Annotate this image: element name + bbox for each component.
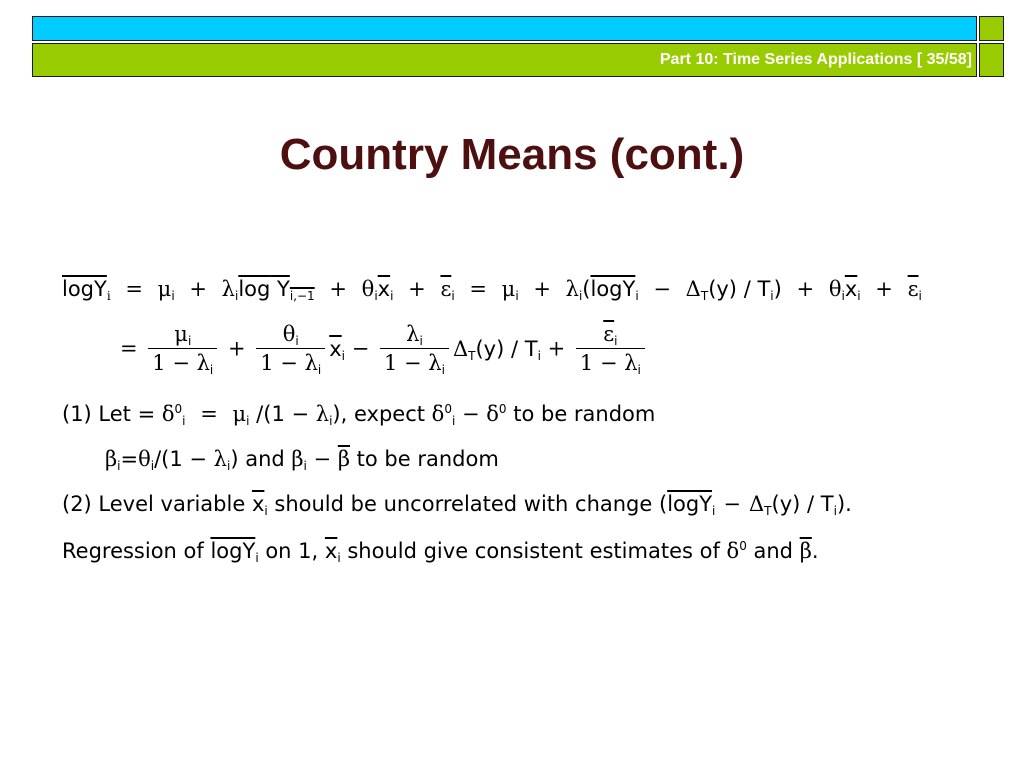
point-1-line: (1) Let = $\delta^0_i = \mu_i$ $/(1 - \lambda_i)$, expect $\delta^0_i - \delta^0$ to be random [62,402,656,428]
slide-title: Country Means (cont.) [279,130,745,179]
fraction-mu: $\frac{\mu_i}{1 - \lambda_i}$ [148,320,217,377]
equation-line-2: = $\frac{\mu_i}{1 - \lambda_i}$ + $\frac{\theta_i}{1 - \lambda_i}$ $\overline{x}_i$ − $\frac{\lambda_i}{1 - \lambda_i}$ $\Delta_T(y) / T_i$ + $\frac{\overline{\varepsilon}_i}{1 - \lambda_i}$ [120,320,649,377]
beta-line: $\beta_i=\theta_i/(1 - \lambda_i)$ and $\beta_i - \overline{\beta}$ to be random [105,447,499,473]
point-2-line: (2) Level variable $\overline{x}_i$ should be uncorrelated with change $(\log Y_i - \Delta_T(y) / T_i)$. [62,492,852,518]
equation-line-1: $\log Y_i = \mu_i + \lambda_i\log$ $Y_{i,-1} + \theta_i\overline{x}_i + \overline{\varepsilon}_i = \mu_i + \lambda_i(\log Y_i - \Delta_T(y) / T_i) + \theta_i\overline{x}_i + \overline{\varepsilon}_i$ [62,277,922,303]
regression-line: Regression of logY$_i$ on 1, $\overline{x}_i$ should give consistent estimates of $\delta^0$ and $\overline{\beta}$. [62,539,819,565]
fraction-eps: $\frac{\overline{\varepsilon}_i}{1 - \lambda_i}$ [576,320,645,377]
fraction-lambda: $\frac{\lambda_i}{1 - \lambda_i}$ [380,320,449,377]
fraction-theta: $\frac{\theta_i}{1 - \lambda_i}$ [256,320,325,377]
slide-number-label: Part 10: Time Series Applications [ 35/58] [659,51,972,68]
